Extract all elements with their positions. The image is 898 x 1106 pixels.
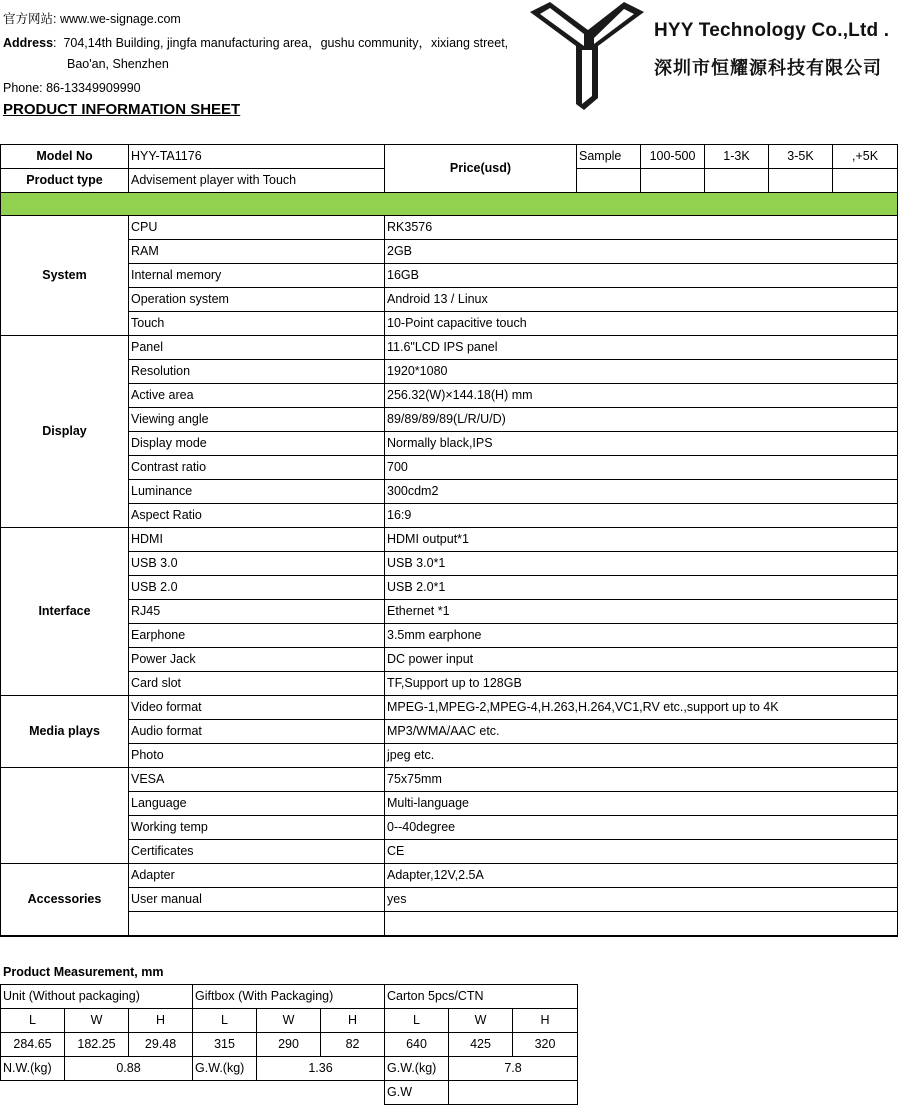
spec-value: 700 bbox=[385, 456, 898, 480]
spec-value bbox=[385, 912, 898, 937]
spec-key: Contrast ratio bbox=[129, 456, 385, 480]
carton-gw2-label: G.W bbox=[385, 1081, 449, 1105]
company-name-en: HYY Technology Co.,Ltd . bbox=[654, 20, 890, 41]
unit-w-value: 182.25 bbox=[65, 1033, 129, 1057]
spec-value: MPEG-1,MPEG-2,MPEG-4,H.263,H.264,VC1,RV etc.,support up to 4K bbox=[385, 696, 898, 720]
giftbox-header: Giftbox (With Packaging) bbox=[193, 985, 385, 1009]
spec-key: Aspect Ratio bbox=[129, 504, 385, 528]
spec-key: User manual bbox=[129, 888, 385, 912]
model-no-label: Model No bbox=[1, 145, 129, 169]
spec-value: 3.5mm earphone bbox=[385, 624, 898, 648]
spec-value: USB 2.0*1 bbox=[385, 576, 898, 600]
spec-key: USB 3.0 bbox=[129, 552, 385, 576]
dim-h: H bbox=[129, 1009, 193, 1033]
spec-value: 10-Point capacitive touch bbox=[385, 312, 898, 336]
category-display: Display bbox=[1, 336, 129, 528]
carton-w-value: 425 bbox=[449, 1033, 513, 1057]
nw-value: 0.88 bbox=[65, 1057, 193, 1081]
category-accessories: Accessories bbox=[1, 864, 129, 937]
carton-gw-value: 7.8 bbox=[449, 1057, 578, 1081]
carton-header: Carton 5pcs/CTN bbox=[385, 985, 578, 1009]
spec-value: CE bbox=[385, 840, 898, 864]
address-label: Address bbox=[3, 36, 54, 50]
dim-w: W bbox=[257, 1009, 321, 1033]
spec-value: HDMI output*1 bbox=[385, 528, 898, 552]
spec-key: Resolution bbox=[129, 360, 385, 384]
carton-h-value: 320 bbox=[513, 1033, 578, 1057]
spec-key: Card slot bbox=[129, 672, 385, 696]
gw-label: G.W.(kg) bbox=[193, 1057, 257, 1081]
spec-value: Normally black,IPS bbox=[385, 432, 898, 456]
hyy-logo-icon bbox=[528, 0, 646, 112]
carton-gw-label: G.W.(kg) bbox=[385, 1057, 449, 1081]
price-tier-5k-plus: ,+5K bbox=[833, 145, 898, 169]
spec-value: 75x75mm bbox=[385, 768, 898, 792]
spec-table bbox=[0, 144, 898, 937]
giftbox-w-value: 290 bbox=[257, 1033, 321, 1057]
spec-key: Photo bbox=[129, 744, 385, 768]
product-type-label: Product type bbox=[1, 169, 129, 193]
spec-key: Internal memory bbox=[129, 264, 385, 288]
sheet-title: PRODUCT INFORMATION SHEET bbox=[3, 101, 241, 118]
spec-key: Power Jack bbox=[129, 648, 385, 672]
category-media-plays: Media plays bbox=[1, 696, 129, 768]
dim-l: L bbox=[385, 1009, 449, 1033]
website-line bbox=[3, 9, 181, 27]
measurement-table bbox=[0, 984, 578, 1105]
spec-key: HDMI bbox=[129, 528, 385, 552]
price-cell bbox=[833, 169, 898, 193]
website-link[interactable]: www.we-signage.com bbox=[59, 12, 181, 26]
spec-key: Earphone bbox=[129, 624, 385, 648]
category-system: System bbox=[1, 216, 129, 336]
spec-key: Operation system bbox=[129, 288, 385, 312]
carton-l-value: 640 bbox=[385, 1033, 449, 1057]
spec-value: 16GB bbox=[385, 264, 898, 288]
unit-h-value: 29.48 bbox=[129, 1033, 193, 1057]
spec-value: 0--40degree bbox=[385, 816, 898, 840]
address-colon: : bbox=[53, 36, 64, 50]
spec-key: Adapter bbox=[129, 864, 385, 888]
spec-key bbox=[129, 912, 385, 937]
spec-value: USB 3.0*1 bbox=[385, 552, 898, 576]
spec-value: 300cdm2 bbox=[385, 480, 898, 504]
spec-value: jpeg etc. bbox=[385, 744, 898, 768]
spec-key: RJ45 bbox=[129, 600, 385, 624]
spec-key: Language bbox=[129, 792, 385, 816]
nw-label: N.W.(kg) bbox=[1, 1057, 65, 1081]
dim-l: L bbox=[1, 1009, 65, 1033]
unit-l-value: 284.65 bbox=[1, 1033, 65, 1057]
website-label: 官方网站: bbox=[3, 12, 57, 26]
spec-value: 2GB bbox=[385, 240, 898, 264]
address-text-1: 704,14th Building, jingfa manufacturing area，gushu community，xixiang street, bbox=[63, 36, 509, 50]
section-divider bbox=[1, 193, 898, 216]
spec-value: RK3576 bbox=[385, 216, 898, 240]
price-tier-sample: Sample bbox=[577, 145, 641, 169]
spec-value: 89/89/89/89(L/R/U/D) bbox=[385, 408, 898, 432]
price-tier-1-3k: 1-3K bbox=[705, 145, 769, 169]
spec-value: 11.6"LCD IPS panel bbox=[385, 336, 898, 360]
dim-h: H bbox=[321, 1009, 385, 1033]
spec-value: Multi-language bbox=[385, 792, 898, 816]
dim-h: H bbox=[513, 1009, 578, 1033]
spec-value: Adapter,12V,2.5A bbox=[385, 864, 898, 888]
spec-key: Working temp bbox=[129, 816, 385, 840]
category-other bbox=[1, 768, 129, 864]
spec-value: MP3/WMA/AAC etc. bbox=[385, 720, 898, 744]
spec-key: USB 2.0 bbox=[129, 576, 385, 600]
price-cell bbox=[705, 169, 769, 193]
spec-key: Panel bbox=[129, 336, 385, 360]
measurement-title: Product Measurement, mm bbox=[3, 965, 164, 979]
spec-key: Touch bbox=[129, 312, 385, 336]
price-label: Price(usd) bbox=[385, 145, 577, 193]
spec-value: 1920*1080 bbox=[385, 360, 898, 384]
spec-key: Display mode bbox=[129, 432, 385, 456]
spec-key: RAM bbox=[129, 240, 385, 264]
dim-w: W bbox=[65, 1009, 129, 1033]
spec-value: TF,Support up to 128GB bbox=[385, 672, 898, 696]
spec-value: Android 13 / Linux bbox=[385, 288, 898, 312]
spec-value: 256.32(W)×144.18(H) mm bbox=[385, 384, 898, 408]
spec-key: Active area bbox=[129, 384, 385, 408]
phone-line: Phone: 86-13349909990 bbox=[3, 81, 141, 95]
price-cell bbox=[577, 169, 641, 193]
address-line-1 bbox=[3, 33, 508, 51]
spec-value: yes bbox=[385, 888, 898, 912]
carton-gw2-value bbox=[449, 1081, 578, 1105]
blank-area bbox=[1, 1081, 385, 1105]
address-line-2: Bao'an, Shenzhen bbox=[67, 57, 169, 71]
price-tier-100-500: 100-500 bbox=[641, 145, 705, 169]
spec-key: Viewing angle bbox=[129, 408, 385, 432]
gw-value: 1.36 bbox=[257, 1057, 385, 1081]
spec-key: Certificates bbox=[129, 840, 385, 864]
giftbox-l-value: 315 bbox=[193, 1033, 257, 1057]
spec-key: CPU bbox=[129, 216, 385, 240]
spec-key: Luminance bbox=[129, 480, 385, 504]
spec-value: 16:9 bbox=[385, 504, 898, 528]
price-tier-3-5k: 3-5K bbox=[769, 145, 833, 169]
category-interface: Interface bbox=[1, 528, 129, 696]
unit-header: Unit (Without packaging) bbox=[1, 985, 193, 1009]
giftbox-h-value: 82 bbox=[321, 1033, 385, 1057]
product-type-value: Advisement player with Touch bbox=[129, 169, 385, 193]
dim-w: W bbox=[449, 1009, 513, 1033]
spec-value: DC power input bbox=[385, 648, 898, 672]
spec-key: Video format bbox=[129, 696, 385, 720]
price-cell bbox=[641, 169, 705, 193]
model-no-value: HYY-TA1176 bbox=[129, 145, 385, 169]
price-cell bbox=[769, 169, 833, 193]
company-name-cn: 深圳市恒耀源科技有限公司 bbox=[654, 58, 882, 78]
spec-value: Ethernet *1 bbox=[385, 600, 898, 624]
spec-key: VESA bbox=[129, 768, 385, 792]
spec-key: Audio format bbox=[129, 720, 385, 744]
dim-l: L bbox=[193, 1009, 257, 1033]
